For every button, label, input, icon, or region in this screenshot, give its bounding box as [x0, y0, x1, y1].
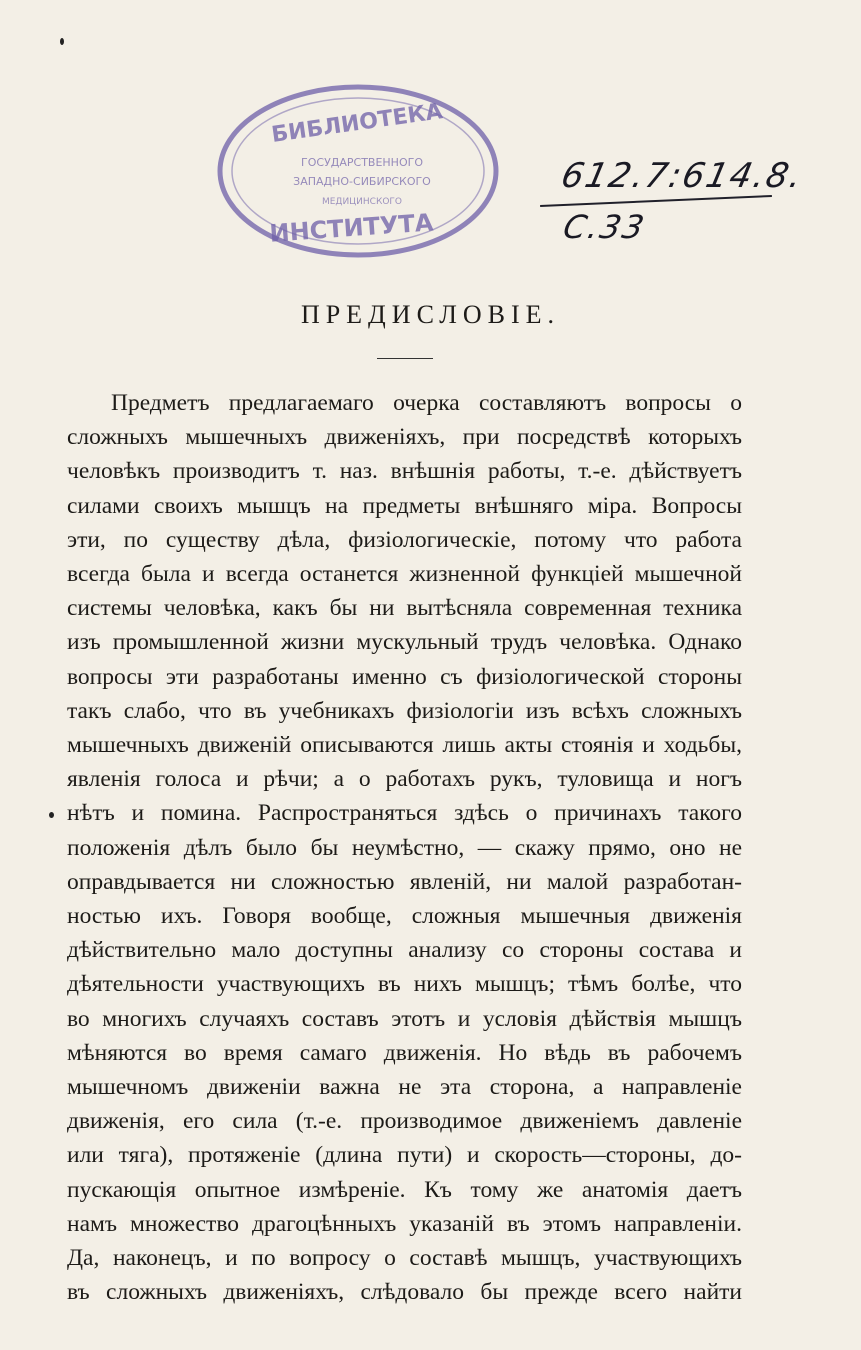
text-line: явленія голоса и рѣчи; а о работахъ рукъ, туловища и ногъ — [67, 766, 742, 793]
ink-speck — [49, 812, 54, 818]
text-line: мѣняются во время самаго движенія. Но вѣдь въ рабочемъ — [67, 1039, 742, 1066]
text-line: изъ промышленной жизни мускульный трудъ человѣка. Однако — [67, 629, 742, 656]
page-title: ПРЕДИСЛОВІЕ. — [300, 300, 561, 329]
stamp-text-mid3: МЕДИЦИНСКОГО — [321, 197, 403, 207]
shelfmark-author-code: С.33 — [559, 208, 650, 246]
text-line: Предметъ предлагаемаго очерка составляютъ вопросы о — [111, 390, 742, 416]
preface-paragraph — [67, 386, 742, 1309]
text-line: въ сложныхъ движеніяхъ, слѣдовало бы прежде всего найти — [67, 1279, 742, 1306]
text-line: системы человѣка, какъ бы ни вытѣсняла современная техника — [67, 595, 742, 622]
text-line: пускающія опытное измѣреніе. Къ тому же анатомія даетъ — [67, 1176, 742, 1203]
title-divider — [377, 358, 433, 359]
text-line: силами своихъ мышцъ на предметы внѣшняго міра. Вопросы — [67, 492, 742, 519]
stamp-text-bottom: ИНСТИТУТА — [268, 208, 435, 248]
text-line: мышечныхъ движеній описываются лишь акты стоянія и ходьбы, — [67, 732, 742, 759]
text-line: движенія, его сила (т.-е. производимое движеніемъ давленіе — [67, 1108, 742, 1135]
text-line: намъ множество драгоцѣнныхъ указаній въ этомъ направленіи. — [67, 1210, 742, 1237]
shelfmark — [540, 150, 808, 260]
text-line: человѣкъ производитъ т. наз. внѣшнія работы, т.-е. дѣйствуетъ — [67, 458, 742, 485]
stamp-text-mid2: ЗАПАДНО-СИБИРСКОГО — [293, 175, 431, 188]
text-line: во многихъ случаяхъ составъ этотъ и условія дѣйствія мышцъ — [67, 1005, 742, 1032]
stamp-text-top: БИБЛИОТЕКА — [269, 99, 445, 148]
stamp-text-mid1: ГОСУДАРСТВЕННОГО — [301, 156, 423, 169]
text-line: Да, наконецъ, и по вопросу о составѣ мышцъ, участвующихъ — [67, 1245, 742, 1272]
shelfmark-classification: 612.7:614.8. — [557, 156, 808, 196]
text-line: мышечномъ движеніи важна не эта сторона, а направленіе — [67, 1074, 742, 1101]
text-line: оправдывается ни сложностью явленій, ни малой разработан- — [67, 868, 742, 895]
text-line: такъ слабо, что въ учебникахъ физіологіи изъ всѣхъ сложныхъ — [67, 697, 742, 724]
text-line: дѣйствительно мало доступны анализу со стороны состава и — [67, 937, 742, 964]
library-stamp — [212, 78, 504, 264]
text-line: положенія дѣлъ было бы неумѣстно, — скажу прямо, оно не — [67, 834, 742, 861]
text-line: нѣтъ и помина. Распространяться здѣсь о причинахъ такого — [67, 800, 742, 827]
shelfmark-rule — [540, 195, 772, 207]
text-line: сложныхъ мышечныхъ движеніяхъ, при посредствѣ которыхъ — [67, 424, 742, 451]
text-line: вопросы эти разработаны именно съ физіологической стороны — [67, 663, 742, 690]
text-line: или тяга), протяженіе (длина пути) и скорость—стороны, до- — [67, 1142, 742, 1169]
text-line: всегда была и всегда останется жизненной функціей мышечной — [67, 561, 742, 588]
text-line: ностью ихъ. Говоря вообще, сложныя мышечныя движенія — [67, 903, 742, 930]
text-line: эти, по существу дѣла, физіологическіе, потому что работа — [67, 526, 742, 553]
ink-speck — [60, 38, 64, 45]
text-line: дѣятельности участвующихъ въ нихъ мышцъ; тѣмъ болѣе, что — [67, 971, 742, 998]
